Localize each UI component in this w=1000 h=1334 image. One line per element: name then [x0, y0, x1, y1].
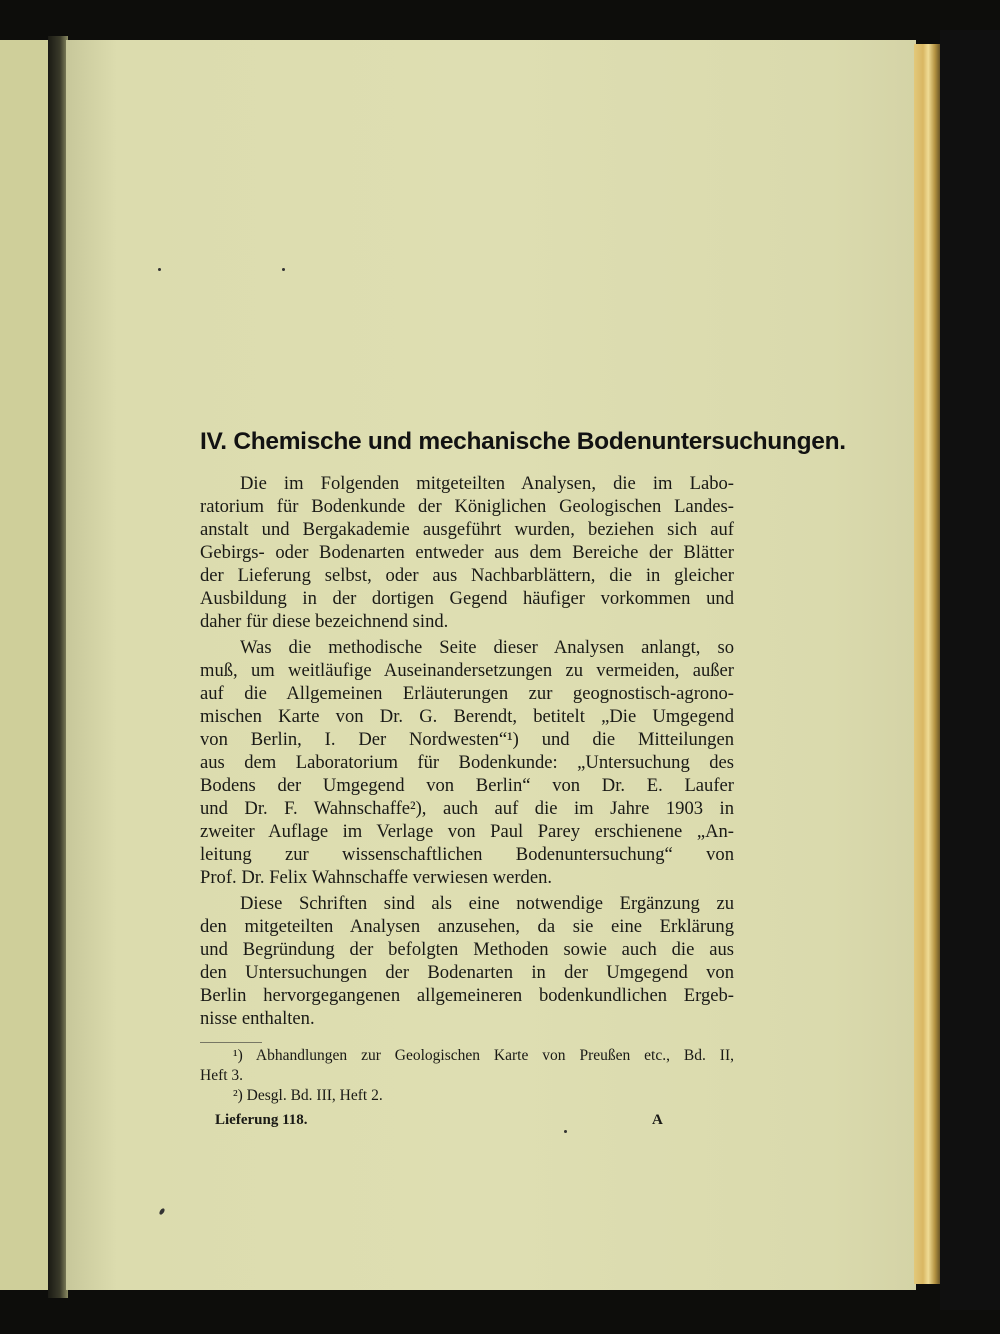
text-line: Die im Folgenden mitgeteilten Analysen, die im Labo- — [240, 473, 734, 494]
book-cover-edge — [940, 30, 1000, 1310]
text-line: zweiter Auflage im Verlage von Paul Parey erschienene „An- — [200, 821, 734, 842]
text-line: von Berlin, I. Der Nordwesten“¹) und die Mitteilungen — [200, 729, 734, 750]
text-line: der Lieferung selbst, oder aus Nachbarblättern, die in gleicher — [200, 565, 734, 586]
book-gutter — [48, 36, 68, 1298]
paper-speck — [158, 268, 161, 271]
footnote-2: ²) Desgl. Bd. III, Heft 2. — [233, 1087, 383, 1104]
paper-speck — [564, 1130, 567, 1133]
text-line: und Begründung der befolgten Methoden sowie auch die aus — [200, 939, 734, 960]
footnote-1-continued: Heft 3. — [200, 1067, 244, 1084]
text-line: Bodens der Umgegend von Berlin“ von Dr. E. Laufer — [200, 775, 734, 796]
text-line: muß, um weitläufige Auseinandersetzungen zu vermeiden, außer — [200, 660, 734, 681]
text-line: mischen Karte von Dr. G. Berendt, betitelt „Die Umgegend — [200, 706, 734, 727]
text-line: Ausbildung in der dortigen Gegend häufiger vorkommen und — [200, 588, 734, 609]
text-line: daher für diese bezeichnend sind. — [200, 611, 449, 632]
left-page-edge — [0, 40, 51, 1290]
text-line: auf die Allgemeinen Erläuterungen zur geognostisch-agrono- — [200, 683, 734, 704]
footnote-rule — [200, 1042, 262, 1043]
text-line: den mitgeteilten Analysen anzusehen, da sie eine Erklärung — [200, 916, 734, 937]
text-line: aus dem Laboratorium für Bodenkunde: „Untersuchung des — [200, 752, 734, 773]
section-heading: IV. Chemische und mechanische Bodenuntersuchungen. — [200, 428, 846, 455]
footnote-1: ¹) Abhandlungen zur Geologischen Karte von Preußen etc., Bd. II, — [233, 1047, 734, 1064]
text-line: Berlin hervorgegangenen allgemeineren bodenkundlichen Ergeb- — [200, 985, 734, 1006]
paper-speck — [282, 268, 285, 271]
text-line: ratorium für Bodenkunde der Königlichen Geologischen Landes- — [200, 496, 734, 517]
page-block-edge — [914, 44, 940, 1284]
text-line: den Untersuchungen der Bodenarten in der Umgegend von — [200, 962, 734, 983]
text-line: Was die methodische Seite dieser Analysen anlangt, so — [240, 637, 734, 658]
text-line: Diese Schriften sind als eine notwendige Ergänzung zu — [240, 893, 734, 914]
text-line: leitung zur wissenschaftlichen Bodenuntersuchung“ von — [200, 844, 734, 865]
footer-delivery-number: Lieferung 118. — [215, 1112, 308, 1128]
text-line: Prof. Dr. Felix Wahnschaffe verwiesen werden. — [200, 867, 553, 888]
text-line: anstalt und Bergakademie ausgeführt wurden, beziehen sich auf — [200, 519, 734, 540]
text-line: nisse enthalten. — [200, 1008, 315, 1029]
text-line: und Dr. F. Wahnschaffe²), auch auf die im Jahre 1903 in — [200, 798, 734, 819]
text-line: Gebirgs- oder Bodenarten entweder aus dem Bereiche der Blätter — [200, 542, 734, 563]
footer-signature-mark: A — [652, 1112, 663, 1128]
